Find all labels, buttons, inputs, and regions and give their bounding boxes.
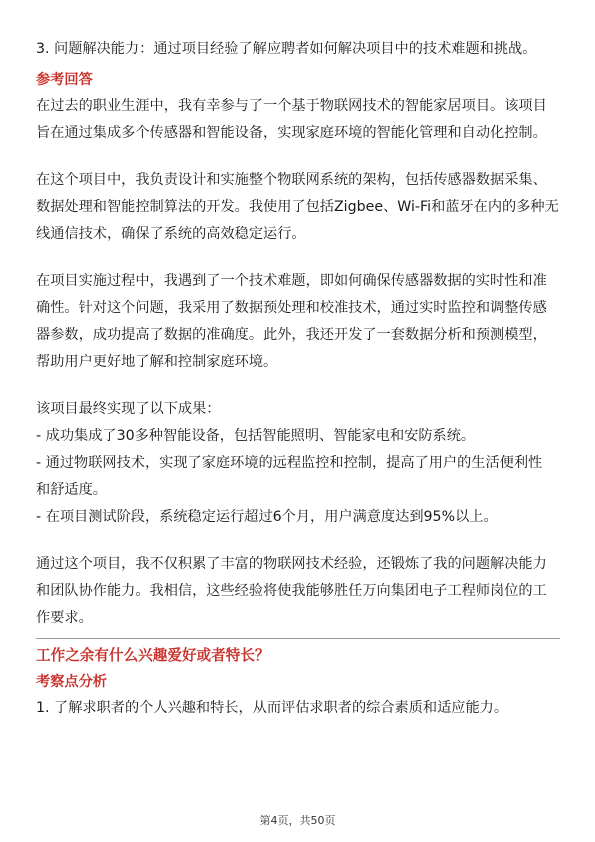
paragraph-line: 通过这个项目，我不仅积累了丰富的物联网技术经验，还锻炼了我的问题解决能力 xyxy=(36,556,547,572)
paragraph-line: 线通信技术，确保了系统的高效稳定运行。 xyxy=(36,226,306,242)
paragraph-1 xyxy=(36,93,560,147)
list-item: - 成功集成了30多种智能设备，包括智能照明、智能家电和安防系统。 xyxy=(36,428,476,444)
paragraph-line: 和团队协作能力。我相信，这些经验将使我能够胜任万向集团电子工程师岗位的工 xyxy=(36,583,547,599)
assessment-point-3: 3. 问题解决能力：通过项目经验了解应聘者如何解决项目中的技术难题和挑战。 xyxy=(36,41,537,57)
paragraph-line: 旨在通过集成多个传感器和智能设备，实现家庭环境的智能化管理和自动化控制。 xyxy=(36,125,547,141)
reference-answer-heading: 参考回答 xyxy=(36,72,93,88)
list-item: - 通过物联网技术，实现了家庭环境的远程监控和控制，提高了用户的生活便利性 xyxy=(36,455,543,471)
paragraph-line: 在过去的职业生涯中，我有幸参与了一个基于物联网技术的智能家居项目。该项目 xyxy=(36,98,547,114)
list-item-continuation: 和舒适度。 xyxy=(36,482,107,498)
analysis-heading: 考察点分析 xyxy=(36,674,107,690)
paragraph-line: 确性。针对这个问题，我采用了数据预处理和校准技术，通过实时监控和调整传感 xyxy=(36,300,547,316)
question-heading: 工作之余有什么兴趣爱好或者特长？ xyxy=(36,647,270,664)
list-item: - 在项目测试阶段，系统稳定运行超过6个月，用户满意度达到95%以上。 xyxy=(36,509,498,525)
paragraph-line: 作要求。 xyxy=(36,610,93,626)
section-divider xyxy=(36,638,560,639)
paragraph-line: 数据处理和智能控制算法的开发。我使用了包括Zigbee、Wi-Fi和蓝牙在内的多种无 xyxy=(36,199,559,215)
paragraph-5 xyxy=(36,551,560,632)
paragraph-2 xyxy=(36,167,560,248)
paragraph-3 xyxy=(36,268,560,376)
paragraph-line: 帮助用户更好地了解和控制家庭环境。 xyxy=(36,354,278,370)
paragraph-line: 该项目最终实现了以下成果： xyxy=(36,401,221,417)
page-content xyxy=(36,36,560,722)
paragraph-line: 在项目实施过程中，我遇到了一个技术难题，即如何确保传感器数据的实时性和准 xyxy=(36,273,547,289)
paragraph-4-results xyxy=(36,396,560,531)
paragraph-line: 器参数，成功提高了数据的准确度。此外，我还开发了一套数据分析和预测模型， xyxy=(36,327,547,343)
analysis-item-1: 1. 了解求职者的个人兴趣和特长，从而评估求职者的综合素质和适应能力。 xyxy=(36,700,509,716)
page-footer: 第4页，共50页 xyxy=(259,814,336,827)
paragraph-line: 在这个项目中，我负责设计和实施整个物联网系统的架构，包括传感器数据采集、 xyxy=(36,172,547,188)
